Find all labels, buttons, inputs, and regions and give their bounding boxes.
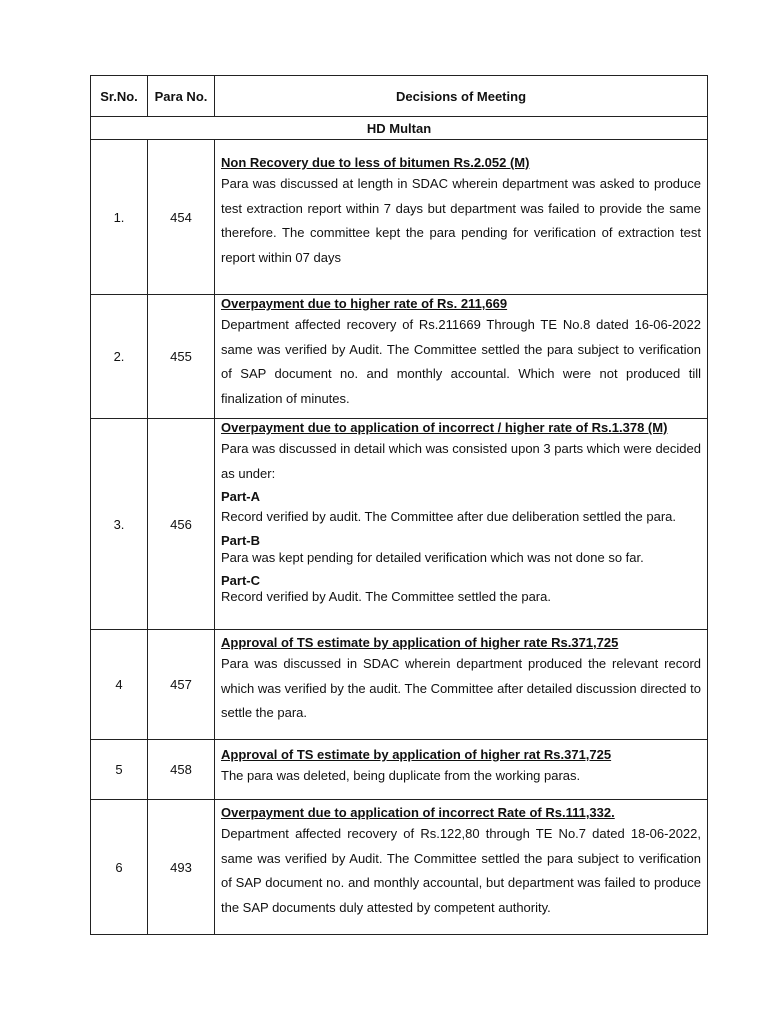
decision-title: Overpayment due to application of incorrect Rate of Rs.111,332. <box>221 805 615 820</box>
decision-title: Overpayment due to application of incorrect / higher rate of Rs.1.378 (M) <box>221 420 668 435</box>
sr-no-cell: 1. <box>91 140 148 295</box>
header-row <box>91 76 708 117</box>
part-b-text: Para was kept pending for detailed verification which was not done so far. <box>221 549 644 565</box>
table-row <box>91 140 708 295</box>
decision-cell <box>215 630 708 740</box>
part-b-label: Part-B <box>221 532 261 548</box>
decision-text: Department affected recovery of Rs.122,80 through TE No.7 dated 18-06-2022, same was verified by Audit. The Committee settled the para subject to verification of SAP document no. and monthly accountal, but department was failed to produce the SAP documents duly attested by competent authority. <box>221 826 701 915</box>
decision-cell <box>215 419 708 630</box>
decision-cell <box>215 140 708 295</box>
sr-no-cell: 4 <box>91 630 148 740</box>
decision-cell <box>215 295 708 419</box>
sr-no-cell: 3. <box>91 419 148 630</box>
decision-title: Overpayment due to higher rate of Rs. 211,669 <box>221 296 508 311</box>
sr-no-cell: 6 <box>91 800 148 935</box>
para-no-cell: 454 <box>148 140 215 295</box>
minutes-table <box>90 75 708 935</box>
decision-text: Para was discussed at length in SDAC wherein department was asked to produce test extraction report within 7 days but department was failed to provide the same therefore. The committee kept the para pending for verification of extraction test report within 07 days <box>221 176 701 265</box>
decision-cell <box>215 800 708 935</box>
decision-title: Non Recovery due to less of bitumen Rs.2.052 (M) <box>221 155 530 170</box>
decision-text: Para was discussed in SDAC wherein department produced the relevant record which was verified by the audit. The Committee after detailed discussion directed to settle the para. <box>221 656 701 720</box>
part-a-label: Part-A <box>221 489 261 504</box>
header-decisions: Decisions of Meeting <box>215 76 708 117</box>
sr-no-cell: 5 <box>91 740 148 800</box>
header-para-no: Para No. <box>148 76 215 117</box>
para-no-cell: 456 <box>148 419 215 630</box>
table-row <box>91 419 708 630</box>
decision-title: Approval of TS estimate by application of higher rate Rs.371,725 <box>221 635 619 650</box>
header-sr-no: Sr.No. <box>91 76 148 117</box>
section-row <box>91 117 708 140</box>
decision-text: Department affected recovery of Rs.211669 Through TE No.8 dated 16-06-2022 same was verified by Audit. The Committee settled the para subject to verification of SAP document no. and monthly accountal. Which were not produced till finalization of minutes. <box>221 317 701 406</box>
table-row <box>91 740 708 800</box>
part-c-text: Record verified by Audit. The Committee settled the para. <box>221 588 551 604</box>
decision-cell <box>215 740 708 800</box>
decision-text: The para was deleted, being duplicate from the working paras. <box>221 768 581 783</box>
table-row <box>91 295 708 419</box>
part-a-text: Record verified by audit. The Committee after due deliberation settled the para. <box>221 509 677 524</box>
decision-text: Para was discussed in detail which was consisted upon 3 parts which were decided as under: <box>221 441 701 481</box>
para-no-cell: 493 <box>148 800 215 935</box>
section-title: HD Multan <box>91 117 708 140</box>
para-no-cell: 458 <box>148 740 215 800</box>
para-no-cell: 455 <box>148 295 215 419</box>
para-no-cell: 457 <box>148 630 215 740</box>
decision-title: Approval of TS estimate by application of higher rat Rs.371,725 <box>221 747 612 762</box>
table-row <box>91 800 708 935</box>
sr-no-cell: 2. <box>91 295 148 419</box>
table-row <box>91 630 708 740</box>
part-c-label: Part-C <box>221 572 261 588</box>
